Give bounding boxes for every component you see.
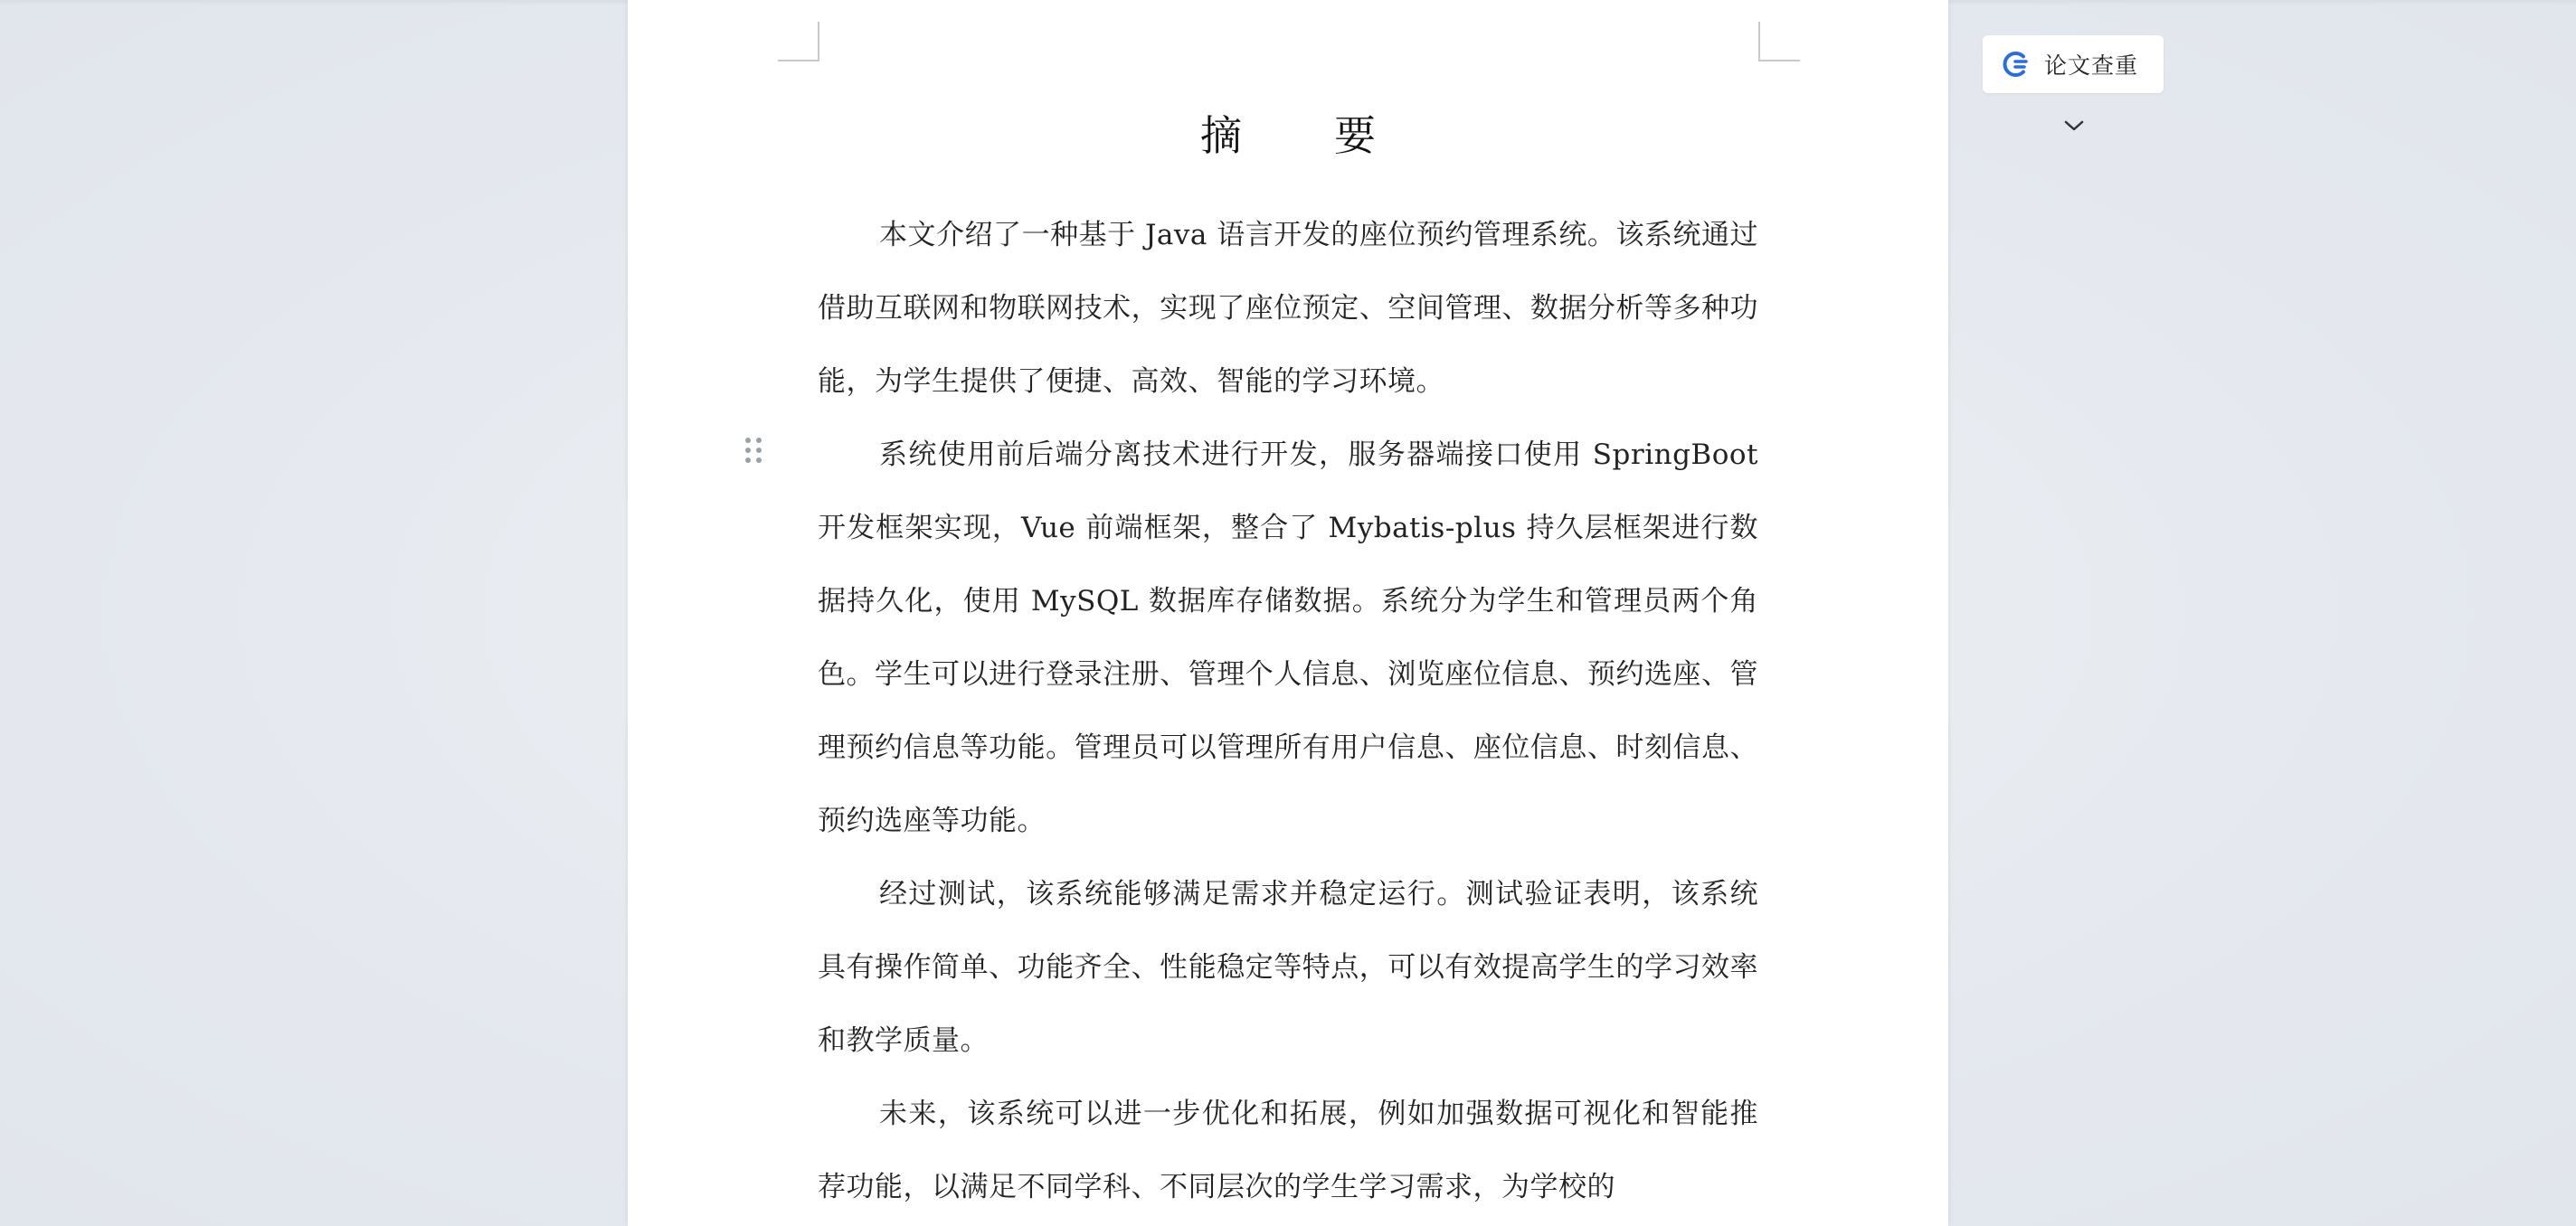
plagiarism-check-icon — [1999, 48, 2031, 80]
drag-handle-icon[interactable] — [745, 438, 763, 468]
margin-corner-top-left — [778, 22, 819, 61]
abstract-body[interactable] — [818, 199, 1758, 1224]
chevron-down-icon[interactable] — [2059, 114, 2089, 137]
abstract-paragraph-2[interactable]: 系统使用前后端分离技术进行开发，服务器端接口使用 SpringBoot 开发框架实现，Vue 前端框架，整合了 Mybatis-plus 持久层框架进行数据持久化，使用 MySQL 数据库存储数据。系统分为学生和管理员两个角色。学生可以进行登录注册、管理个人信息、浏览座位信息、预约选座、管理预约信息等功能。管理员可以管理所有用户信息、座位信息、时刻信息、预约选座等功能。 — [818, 439, 1758, 837]
plagiarism-check-label: 论文查重 — [2044, 52, 2139, 79]
abstract-paragraph-1[interactable]: 本文介绍了一种基于 Java 语言开发的座位预约管理系统。该系统通过借助互联网和物联网技术，实现了座位预定、空间管理、数据分析等多种功能，为学生提供了便捷、高效、智能的学习环境。 — [818, 219, 1758, 398]
abstract-title: 摘 要 — [1200, 111, 1401, 160]
plagiarism-check-button[interactable] — [1983, 35, 2164, 93]
document-page[interactable] — [628, 0, 1948, 1226]
abstract-paragraph-4[interactable]: 未来，该系统可以进一步优化和拓展，例如加强数据可视化和智能推荐功能，以满足不同学科、不同层次的学生学习需求，为学校的 — [818, 1098, 1758, 1203]
margin-corner-top-right — [1758, 22, 1800, 61]
abstract-paragraph-3[interactable]: 经过测试，该系统能够满足需求并稳定运行。测试验证表明，该系统具有操作简单、功能齐全、性能稳定等特点，可以有效提高学生的学习效率和教学质量。 — [818, 878, 1758, 1057]
